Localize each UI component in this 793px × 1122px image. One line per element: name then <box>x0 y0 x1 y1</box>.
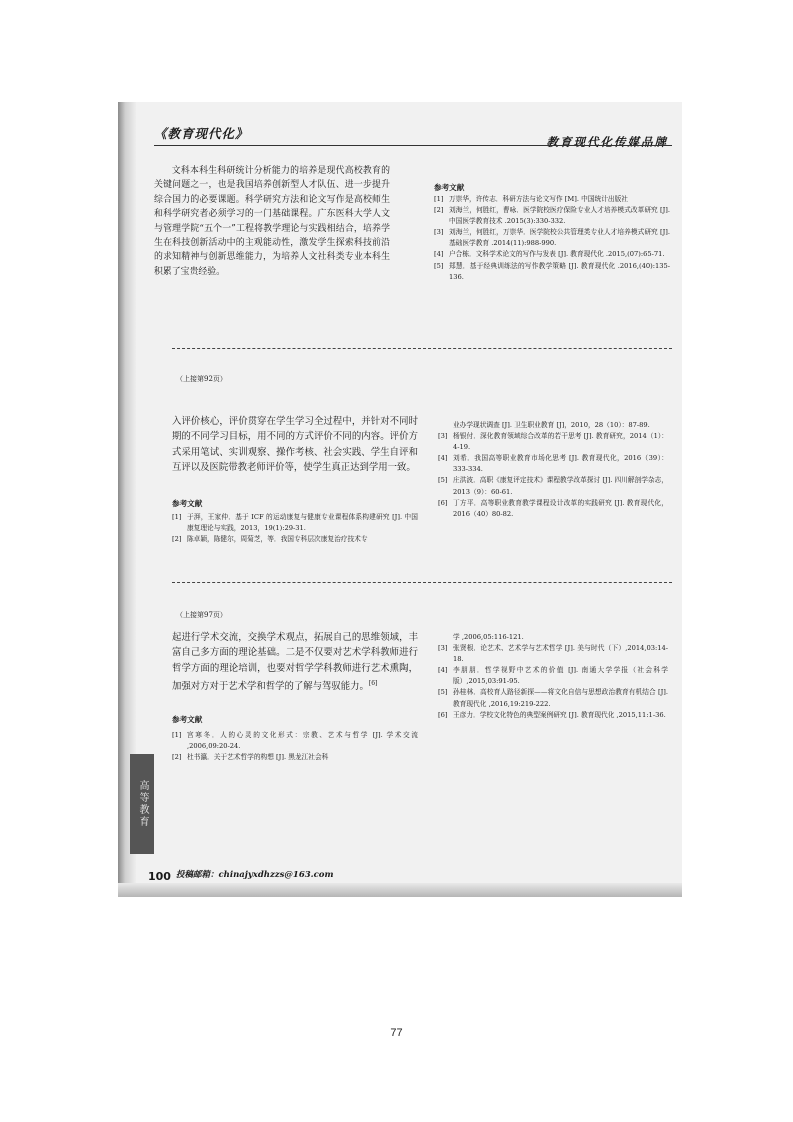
reference-item: [5] 庄洪波．高职《康复评定技术》课程教学改革探讨 [J]. 四川解剖学杂志，2013（9）：60-61. <box>438 476 668 496</box>
section2-refs-left <box>172 512 418 545</box>
reference-item: [2] 刘海兰，何胜红，曹咏．医学院校医疗保险专业人才培养模式改革研究 [J]. 中国医学教育技术 .2015(3):330-332. <box>434 206 670 226</box>
section3-refs-title: 参考文献 <box>172 715 203 724</box>
reference-item: [1] 于湃，王家仲．基于 ICF 的运动康复与健康专业课程体系构建研究 [J]. 中国康复理论与实践，2013，19(1):29-31. <box>172 513 418 533</box>
reference-item: 业办学现状调查 [J]. 卫生职业教育 [J]，2010，28（10）：87-89. <box>453 421 650 429</box>
section1-refs-title: 参考文献 <box>434 183 465 192</box>
reference-item: [4] 户合栋．文科学术论文的写作与发表 [J]. 教育现代化 .2015,(07):65-71. <box>434 250 665 259</box>
scan-page-number: 100 <box>148 870 171 883</box>
header-rule <box>154 145 672 146</box>
section-divider <box>172 582 672 583</box>
reference-item: [2] 杜书瀛．关于艺术哲学的构想 [J]. 黑龙江社会科 <box>172 753 329 762</box>
section2-refs-right <box>438 420 668 520</box>
section3-refs-right <box>438 632 668 721</box>
continued-note: （上接第97页） <box>176 611 227 619</box>
brand-slogan: 教育现代化传媒品牌 <box>546 135 668 149</box>
reference-item: [6] 丁方平．高等职业教育教学课程设计改革的实践研究 [J]. 教育现代化，2016（40）80-82. <box>438 498 668 518</box>
section3-paragraph: 起进行学术交流，交换学术观点，拓展自己的思维领域，丰富自己多方面的理论基础。二是不仅要对艺术学科教师进行哲学方面的理论培训，也要对哲学学科教师进行艺术熏陶，加强对方对于艺术学和哲学的了解与驾驭能力。[6] <box>172 632 418 693</box>
reference-item: [3] 刘海兰，何胜红，万崇华．医学院校公共管理类专业人才培养模式研究 [J]. 基础医学教育 .2014(11):988-990. <box>434 228 670 248</box>
scanned-page <box>118 102 682 897</box>
section2-paragraph: 入评价核心，评价贯穿在学生学习全过程中，并针对不同时期的不同学习目标，用不同的方式评价不同的内容。评价方式采用笔试、实训观察、操作考核、社会实践、学生自评和互评以及医院带教老师评价等，使学生真正达到学用一致。 <box>172 416 418 473</box>
scan-shadow-bottom <box>118 883 682 897</box>
reference-item: [1] 宫寒冬．人的心灵的文化形式：宗教、艺术与哲学 [J]. 学术交流 ,2006,09:20-24. <box>172 731 418 751</box>
reference-item: [1] 万崇华，许传志．科研方法与论文写作 [M]. 中国统计出版社 <box>434 195 628 203</box>
section2-refs-title: 参考文献 <box>172 499 203 508</box>
reference-item: [2] 陈卓颖，陈健尔，周菊芝，等．我国专科层次康复治疗技术专 <box>172 535 368 544</box>
continued-note: （上接第92页） <box>176 375 227 383</box>
journal-name: 《教育现代化》 <box>154 126 249 141</box>
section1-refs-list <box>434 194 670 283</box>
submission-email: 投稿邮箱：chinajyxdhzzs@163.com <box>176 870 334 880</box>
section1-paragraph: 文科本科生科研统计分析能力的培养是现代高校教育的关键问题之一，也是我国培养创新型人才队伍、进一步提升综合国力的必要课题。科学研究方法和论文写作是高校师生和科学研究者必须学习的一门基础课程。广东医科大学人文与管理学院“五个一”工程将教学理论与实践相结合，培养学生在科技创新活动中的主观能动性，激发学生探索科技前沿的求知精神与创新思维能力，为培养人文社科类专业本科生积累了宝贵经验。 <box>154 166 390 277</box>
reference-item: [3] 张贤根．论艺术、艺术学与艺术哲学 [J]. 美与时代（下）,2014,03:14-18. <box>438 644 668 664</box>
reference-item: [4] 刘希．我国高等职业教育市场化思考 [J]. 教育现代化，2016（39）：333-334. <box>438 454 668 474</box>
section-divider <box>172 348 672 349</box>
reference-item: [5] 孙桂林．高校育人路径新探——将文化自信与思想政治教育有机结合 [J]. 教育现代化 ,2016,19:219-222. <box>438 688 668 708</box>
section3-refs-left <box>172 730 418 763</box>
section-side-tab: 高等教育 <box>130 754 154 854</box>
reference-item: 学 ,2006,05:116-121. <box>453 633 524 641</box>
reference-item: [4] 李朋朋．哲学视野中艺术的价值 [J]. 南通大学学报（社会科学版）,2015,03:91-95. <box>438 666 668 686</box>
page-number: 77 <box>390 1027 403 1039</box>
reference-item: [6] 王彦力．学校文化特色的典型案例研究 [J]. 教育现代化 ,2015,11:1-36. <box>438 710 666 719</box>
citation-marker: [6] <box>368 679 378 687</box>
reference-item: [3] 杨银付．深化教育领域综合改革的若干思考 [J]. 教育研究，2014（1）：4-19. <box>438 432 668 452</box>
reference-item: [5] 郑慧．基于经典训练法的写作教学策略 [J]. 教育现代化 .2016,(40):135-136. <box>434 261 670 281</box>
